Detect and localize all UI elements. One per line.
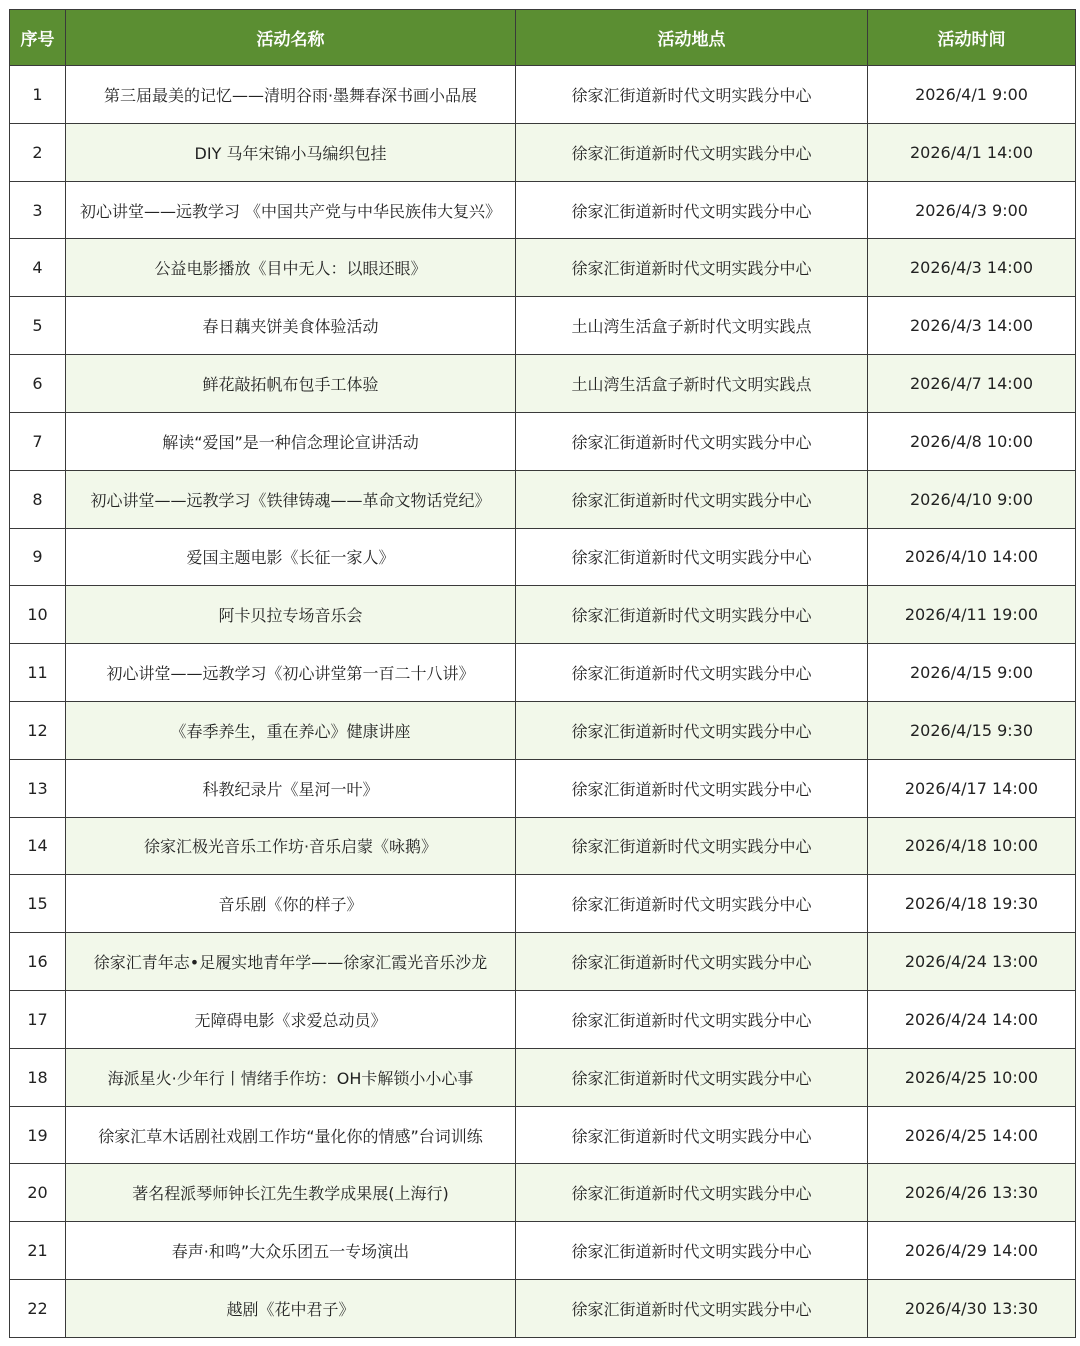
table-row (10, 528, 1076, 586)
cell-location: 徐家汇街道新时代文明实践分中心 (516, 991, 868, 1049)
cell-location: 徐家汇街道新时代文明实践分中心 (516, 586, 868, 644)
cell-no: 16 (10, 933, 66, 991)
cell-time: 2026/4/10 9:00 (868, 470, 1076, 528)
table-row (10, 1222, 1076, 1280)
cell-activity-name: 科教纪录片《星河一叶》 (66, 759, 516, 817)
cell-activity-name: 徐家汇草木话剧社戏剧工作坊“量化你的情感”台词训练 (66, 1106, 516, 1164)
cell-no: 18 (10, 1048, 66, 1106)
table-body (10, 66, 1076, 1338)
cell-activity-name: 解读“爱国”是一种信念理论宣讲活动 (66, 412, 516, 470)
cell-time: 2026/4/1 9:00 (868, 66, 1076, 124)
table-row (10, 1280, 1076, 1338)
table-row (10, 1048, 1076, 1106)
cell-no: 21 (10, 1222, 66, 1280)
table-row (10, 297, 1076, 355)
cell-time: 2026/4/18 10:00 (868, 817, 1076, 875)
table-row (10, 701, 1076, 759)
cell-location: 徐家汇街道新时代文明实践分中心 (516, 759, 868, 817)
cell-location: 徐家汇街道新时代文明实践分中心 (516, 66, 868, 124)
cell-activity-name: 第三届最美的记忆——清明谷雨·墨舞春深书画小品展 (66, 66, 516, 124)
table-row (10, 1106, 1076, 1164)
cell-time: 2026/4/18 19:30 (868, 875, 1076, 933)
header-row (10, 10, 1076, 66)
cell-no: 22 (10, 1280, 66, 1338)
cell-activity-name: 春日藕夹饼美食体验活动 (66, 297, 516, 355)
cell-no: 5 (10, 297, 66, 355)
cell-location: 徐家汇街道新时代文明实践分中心 (516, 1048, 868, 1106)
cell-activity-name: 著名程派琴师钟长江先生教学成果展(上海行) (66, 1164, 516, 1222)
cell-no: 3 (10, 181, 66, 239)
cell-activity-name: 音乐剧《你的样子》 (66, 875, 516, 933)
table-row (10, 644, 1076, 702)
table-row (10, 66, 1076, 124)
table-row (10, 1164, 1076, 1222)
cell-activity-name: 公益电影播放《目中无人：以眼还眼》 (66, 239, 516, 297)
cell-activity-name: 初心讲堂——远教学习 《中国共产党与中华民族伟大复兴》 (66, 181, 516, 239)
cell-time: 2026/4/24 13:00 (868, 933, 1076, 991)
table-row (10, 991, 1076, 1049)
cell-location: 徐家汇街道新时代文明实践分中心 (516, 1164, 868, 1222)
cell-location: 徐家汇街道新时代文明实践分中心 (516, 933, 868, 991)
cell-no: 9 (10, 528, 66, 586)
activity-schedule-table (9, 9, 1076, 1338)
header-location: 活动地点 (516, 10, 868, 66)
header-no: 序号 (10, 10, 66, 66)
cell-time: 2026/4/7 14:00 (868, 355, 1076, 413)
cell-no: 15 (10, 875, 66, 933)
header-name: 活动名称 (66, 10, 516, 66)
cell-time: 2026/4/15 9:00 (868, 644, 1076, 702)
header-time: 活动时间 (868, 10, 1076, 66)
cell-location: 徐家汇街道新时代文明实践分中心 (516, 470, 868, 528)
table-row (10, 181, 1076, 239)
cell-location: 土山湾生活盒子新时代文明实践点 (516, 355, 868, 413)
cell-location: 徐家汇街道新时代文明实践分中心 (516, 817, 868, 875)
cell-no: 13 (10, 759, 66, 817)
cell-time: 2026/4/25 14:00 (868, 1106, 1076, 1164)
cell-location: 徐家汇街道新时代文明实践分中心 (516, 1280, 868, 1338)
cell-activity-name: 徐家汇极光音乐工作坊·音乐启蒙《咏鹅》 (66, 817, 516, 875)
table-row (10, 123, 1076, 181)
cell-activity-name: 初心讲堂——远教学习《初心讲堂第一百二十八讲》 (66, 644, 516, 702)
table-row (10, 586, 1076, 644)
cell-activity-name: 阿卡贝拉专场音乐会 (66, 586, 516, 644)
cell-time: 2026/4/3 14:00 (868, 297, 1076, 355)
table-row (10, 239, 1076, 297)
table-row (10, 412, 1076, 470)
table-row (10, 759, 1076, 817)
table-row (10, 933, 1076, 991)
cell-time: 2026/4/3 9:00 (868, 181, 1076, 239)
cell-no: 4 (10, 239, 66, 297)
cell-activity-name: 鲜花敲拓帆布包手工体验 (66, 355, 516, 413)
cell-no: 20 (10, 1164, 66, 1222)
cell-time: 2026/4/15 9:30 (868, 701, 1076, 759)
cell-time: 2026/4/10 14:00 (868, 528, 1076, 586)
cell-location: 徐家汇街道新时代文明实践分中心 (516, 412, 868, 470)
cell-activity-name: 徐家汇青年志•足履实地青年学——徐家汇霞光音乐沙龙 (66, 933, 516, 991)
cell-time: 2026/4/17 14:00 (868, 759, 1076, 817)
cell-time: 2026/4/24 14:00 (868, 991, 1076, 1049)
cell-location: 徐家汇街道新时代文明实践分中心 (516, 528, 868, 586)
table-header (10, 10, 1076, 66)
cell-location: 徐家汇街道新时代文明实践分中心 (516, 181, 868, 239)
cell-no: 1 (10, 66, 66, 124)
cell-location: 徐家汇街道新时代文明实践分中心 (516, 123, 868, 181)
cell-no: 8 (10, 470, 66, 528)
cell-activity-name: 越剧《花中君子》 (66, 1280, 516, 1338)
cell-no: 7 (10, 412, 66, 470)
cell-no: 11 (10, 644, 66, 702)
cell-location: 徐家汇街道新时代文明实践分中心 (516, 701, 868, 759)
cell-activity-name: 春声·和鸣”大众乐团五一专场演出 (66, 1222, 516, 1280)
cell-no: 17 (10, 991, 66, 1049)
cell-no: 10 (10, 586, 66, 644)
cell-no: 2 (10, 123, 66, 181)
cell-no: 19 (10, 1106, 66, 1164)
table-row (10, 875, 1076, 933)
cell-time: 2026/4/8 10:00 (868, 412, 1076, 470)
cell-location: 徐家汇街道新时代文明实践分中心 (516, 644, 868, 702)
cell-no: 12 (10, 701, 66, 759)
cell-activity-name: 无障碍电影《求爱总动员》 (66, 991, 516, 1049)
cell-location: 徐家汇街道新时代文明实践分中心 (516, 239, 868, 297)
table-row (10, 817, 1076, 875)
cell-location: 土山湾生活盒子新时代文明实践点 (516, 297, 868, 355)
cell-time: 2026/4/11 19:00 (868, 586, 1076, 644)
cell-activity-name: 《春季养生，重在养心》健康讲座 (66, 701, 516, 759)
cell-no: 6 (10, 355, 66, 413)
cell-location: 徐家汇街道新时代文明实践分中心 (516, 1106, 868, 1164)
cell-time: 2026/4/29 14:00 (868, 1222, 1076, 1280)
cell-location: 徐家汇街道新时代文明实践分中心 (516, 1222, 868, 1280)
cell-location: 徐家汇街道新时代文明实践分中心 (516, 875, 868, 933)
cell-activity-name: DIY 马年宋锦小马编织包挂 (66, 123, 516, 181)
cell-activity-name: 初心讲堂——远教学习《铁律铸魂——革命文物话党纪》 (66, 470, 516, 528)
table-row (10, 355, 1076, 413)
cell-activity-name: 海派星火·少年行丨情绪手作坊：OH卡解锁小小心事 (66, 1048, 516, 1106)
table-row (10, 470, 1076, 528)
cell-time: 2026/4/30 13:30 (868, 1280, 1076, 1338)
cell-time: 2026/4/1 14:00 (868, 123, 1076, 181)
cell-activity-name: 爱国主题电影《长征一家人》 (66, 528, 516, 586)
cell-time: 2026/4/25 10:00 (868, 1048, 1076, 1106)
cell-time: 2026/4/3 14:00 (868, 239, 1076, 297)
cell-no: 14 (10, 817, 66, 875)
cell-time: 2026/4/26 13:30 (868, 1164, 1076, 1222)
